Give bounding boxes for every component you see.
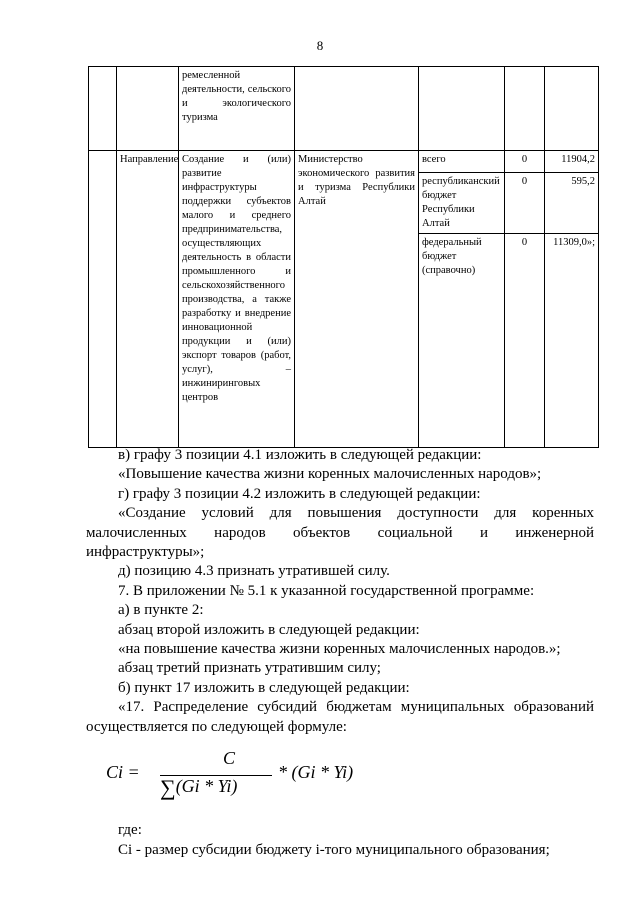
table-cell xyxy=(505,67,545,151)
formula-numerator: C xyxy=(222,748,235,769)
formula-lhs: Ci = xyxy=(106,762,140,783)
table-cell: 0 xyxy=(505,234,545,448)
paragraph: где: xyxy=(118,822,142,839)
subsidy-formula xyxy=(106,749,594,801)
paragraph: г) графу 3 позиции 4.2 изложить в следующей редакции: xyxy=(118,485,481,502)
paragraph: 7. В приложении № 5.1 к указанной государственной программе: xyxy=(118,582,535,599)
sum-symbol: ∑ xyxy=(160,775,176,801)
table-cell xyxy=(89,67,117,151)
paragraph: «Создание условий для повышения доступности для коренных xyxy=(118,505,594,522)
paragraph: «17. Распределение субсидий бюджетам муниципальных образований xyxy=(118,699,594,716)
paragraph: б) пункт 17 изложить в следующей редакции: xyxy=(118,679,410,696)
table-cell: 11309,0»; xyxy=(545,234,599,448)
paragraph: абзац второй изложить в следующей редакции: xyxy=(118,621,420,638)
paragraph: «Повышение качества жизни коренных малочисленных народов»; xyxy=(118,466,542,483)
table-cell: 0 xyxy=(505,151,545,173)
table-cell: Министерство экономического развития и туризма Республики Алтай xyxy=(295,151,419,448)
paragraph: Ci - размер субсидии бюджету i-того муниципального образования; xyxy=(118,841,550,858)
table-cell xyxy=(419,67,505,151)
program-table xyxy=(88,66,599,448)
paragraph: в) графу 3 позиции 4.1 изложить в следующей редакции: xyxy=(118,447,482,463)
paragraph: «на повышение качества жизни коренных малочисленных народов.»; xyxy=(118,641,561,658)
table-row xyxy=(89,151,599,173)
document-body xyxy=(86,446,594,860)
paragraph: д) позицию 4.3 признать утратившей силу. xyxy=(118,563,390,580)
table-cell xyxy=(295,67,419,151)
formula-denominator xyxy=(160,775,238,801)
paragraph: инфраструктуры»; xyxy=(86,544,205,561)
paragraph: осуществляется по следующей формуле: xyxy=(86,718,347,735)
paragraph: а) в пункте 2: xyxy=(118,602,204,619)
formula-rhs: * (Gi * Yi) xyxy=(278,762,354,783)
paragraph: малочисленных народов объектов социальной и инженерной xyxy=(86,524,594,541)
paragraph: абзац третий признать утратившим силу; xyxy=(118,660,381,677)
table-cell xyxy=(89,151,117,448)
table-cell: всего xyxy=(419,151,505,173)
table-cell xyxy=(545,67,599,151)
table-cell: ремесленной деятельности, сельского и экологического туризма xyxy=(179,67,295,151)
denominator-term: (Gi * Yi) xyxy=(175,776,238,797)
table-cell: республиканский бюджет Республики Алтай xyxy=(419,173,505,234)
table-cell: федеральный бюджет (справочно) xyxy=(419,234,505,448)
table-cell: Создание и (или) развитие инфраструктуры поддержки субъектов малого и среднего предпринимательства, осуществляющих деятельность в области промышленного и сельскохозяйственного производства, а также разработку и внедрение инновационной продукции и (или) экспорт товаров (работ, услуг), – инжиниринговых центров xyxy=(179,151,295,448)
table-cell: 0 xyxy=(505,173,545,234)
table-cell: 595,2 xyxy=(545,173,599,234)
table-cell xyxy=(117,67,179,151)
page-number: 8 xyxy=(316,38,324,53)
table-cell: 11904,2 xyxy=(545,151,599,173)
table-cell: Направление xyxy=(117,151,179,448)
table-row xyxy=(89,67,599,151)
